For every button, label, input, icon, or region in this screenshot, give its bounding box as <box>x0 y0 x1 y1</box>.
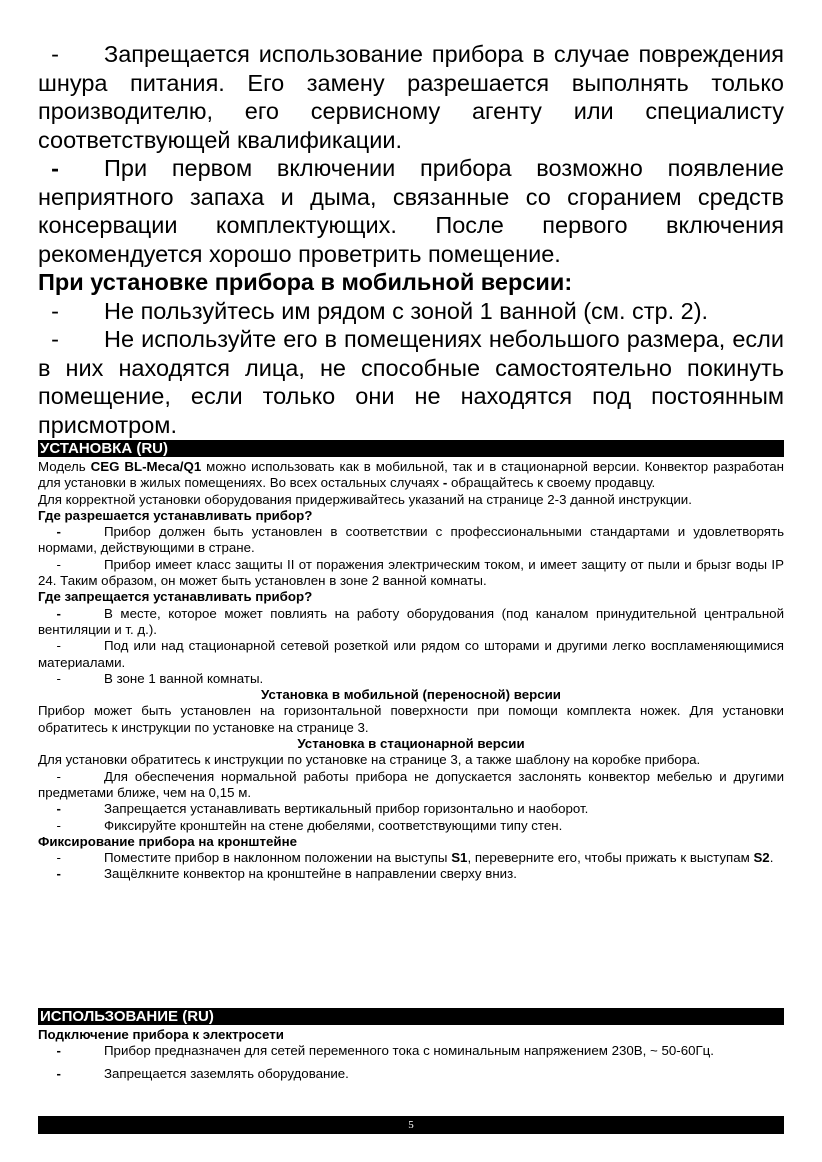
page-footer <box>38 1116 784 1134</box>
top-section <box>38 40 784 439</box>
mobile-heading: При установке прибора в мобильной версии: <box>38 269 573 295</box>
connect-heading: Подключение прибора к электросети <box>38 1027 284 1042</box>
mobile-install-text: Прибор может быть установлен на горизонтальной поверхности при помощи комплекта ножек. Для установки обратитесь к инструкции по установке на странице 3. <box>38 703 784 735</box>
power-cord-warning: - Запрещается использование прибора в случае повреждения шнура питания. Его замену разрешается выполнять только производителю, его сервисному агенту или специалисту соответствующей квалификации. <box>38 41 784 153</box>
bracket-heading: Фиксирование прибора на кронштейне <box>38 833 298 849</box>
fixed-item-2: - Запрещается устанавливать вертикальный прибор горизонтально и наоборот. <box>56 801 589 817</box>
mobile-item-1: - Не пользуйтесь им рядом с зоной 1 ванной (см. стр. 2). <box>38 297 784 326</box>
install-bar: УСТАНОВКА (RU) <box>38 440 784 457</box>
where-forbidden-heading: Где запрещается устанавливать прибор? <box>38 589 313 605</box>
dash: - <box>51 155 59 181</box>
dash: - <box>51 326 59 352</box>
connect-item-1: - Прибор предназначен для сетей переменного тока с номинальным напряжением 230В, ~ 50-60Гц. <box>56 1043 714 1059</box>
allowed-item-2: - Прибор имеет класс защиты II от поражения электрическим током, и имеет защиту от пыли и брызг воды IP 24. Таким образом, он может быть установлен в зоне 2 ванной комнаты. <box>38 556 784 589</box>
install-section <box>38 459 784 883</box>
fixed-install-heading: Установка в стационарной версии <box>297 736 525 752</box>
allowed-item-1: - Прибор должен быть установлен в соответствии с профессиональными стандартами и удовлетворять нормами, действующими в стране. <box>38 524 784 556</box>
dash: - <box>51 41 59 67</box>
install-correct: Для корректной установки оборудования придерживайтесь указаний на странице 2-3 данной инструкции. <box>38 491 692 507</box>
mobile-item-2: - Не используйте его в помещениях небольшого размера, если в них находятся лица, не способные самостоятельно покинуть помещение, если только они не находятся под постоянным присмотром. <box>38 326 784 438</box>
mobile-install-heading: Установка в мобильной (переносной) версии <box>261 687 561 703</box>
forbidden-item-1: - В месте, которое может повлиять на работу оборудования (под каналом принудительной центральной вентиляции и т. д.). <box>38 605 784 637</box>
dash: - <box>51 297 59 324</box>
first-start-warning: - При первом включении прибора возможно появление неприятного запаха и дыма, связанные со сгоранием средств консервации комплектующих. После первого включения рекомендуется хорошо проветрить помещение. <box>38 155 784 267</box>
fixed-item-3: - Фиксируйте кронштейн на стене дюбелями, соответствующими типу стен. <box>38 817 563 833</box>
where-allowed-heading: Где разрешается устанавливать прибор? <box>38 507 313 523</box>
forbidden-item-2: - Под или над стационарной сетевой розеткой или рядом со шторами и другими легко воспламеняющимися материалами. <box>38 638 784 670</box>
connect-item-2: - Запрещается заземлять оборудование. <box>56 1065 349 1081</box>
bracket-item-1: - Поместите прибор в наклонном положении на выступы S1, переверните его, чтобы прижать к выступам S2. <box>38 850 774 866</box>
page-number: 5 <box>408 1119 414 1131</box>
install-intro: Модель CEG BL-Meca/Q1 можно использовать как в мобильной, так и в стационарной версии. Конвектор разработан для установки в жилых помещениях. Во всех остальных случаях - обращайтесь к своему продавцу. <box>38 459 785 491</box>
fixed-item-1: - Для обеспечения нормальной работы прибора не допускается заслонять конвектор мебелью и другими предметами ближе, чем на 0,15 м. <box>38 768 784 800</box>
fixed-install-text: Для установки обратитесь к инструкции по установке на странице 3, а также шаблону на коробке прибора. <box>38 752 701 768</box>
usage-section <box>38 1027 784 1082</box>
usage-bar: ИСПОЛЬЗОВАНИЕ (RU) <box>38 1008 784 1025</box>
bracket-item-2: - Защёлкните конвектор на кронштейне в направлении сверху вниз. <box>56 866 517 882</box>
forbidden-item-3: - В зоне 1 ванной комнаты. <box>38 670 264 686</box>
